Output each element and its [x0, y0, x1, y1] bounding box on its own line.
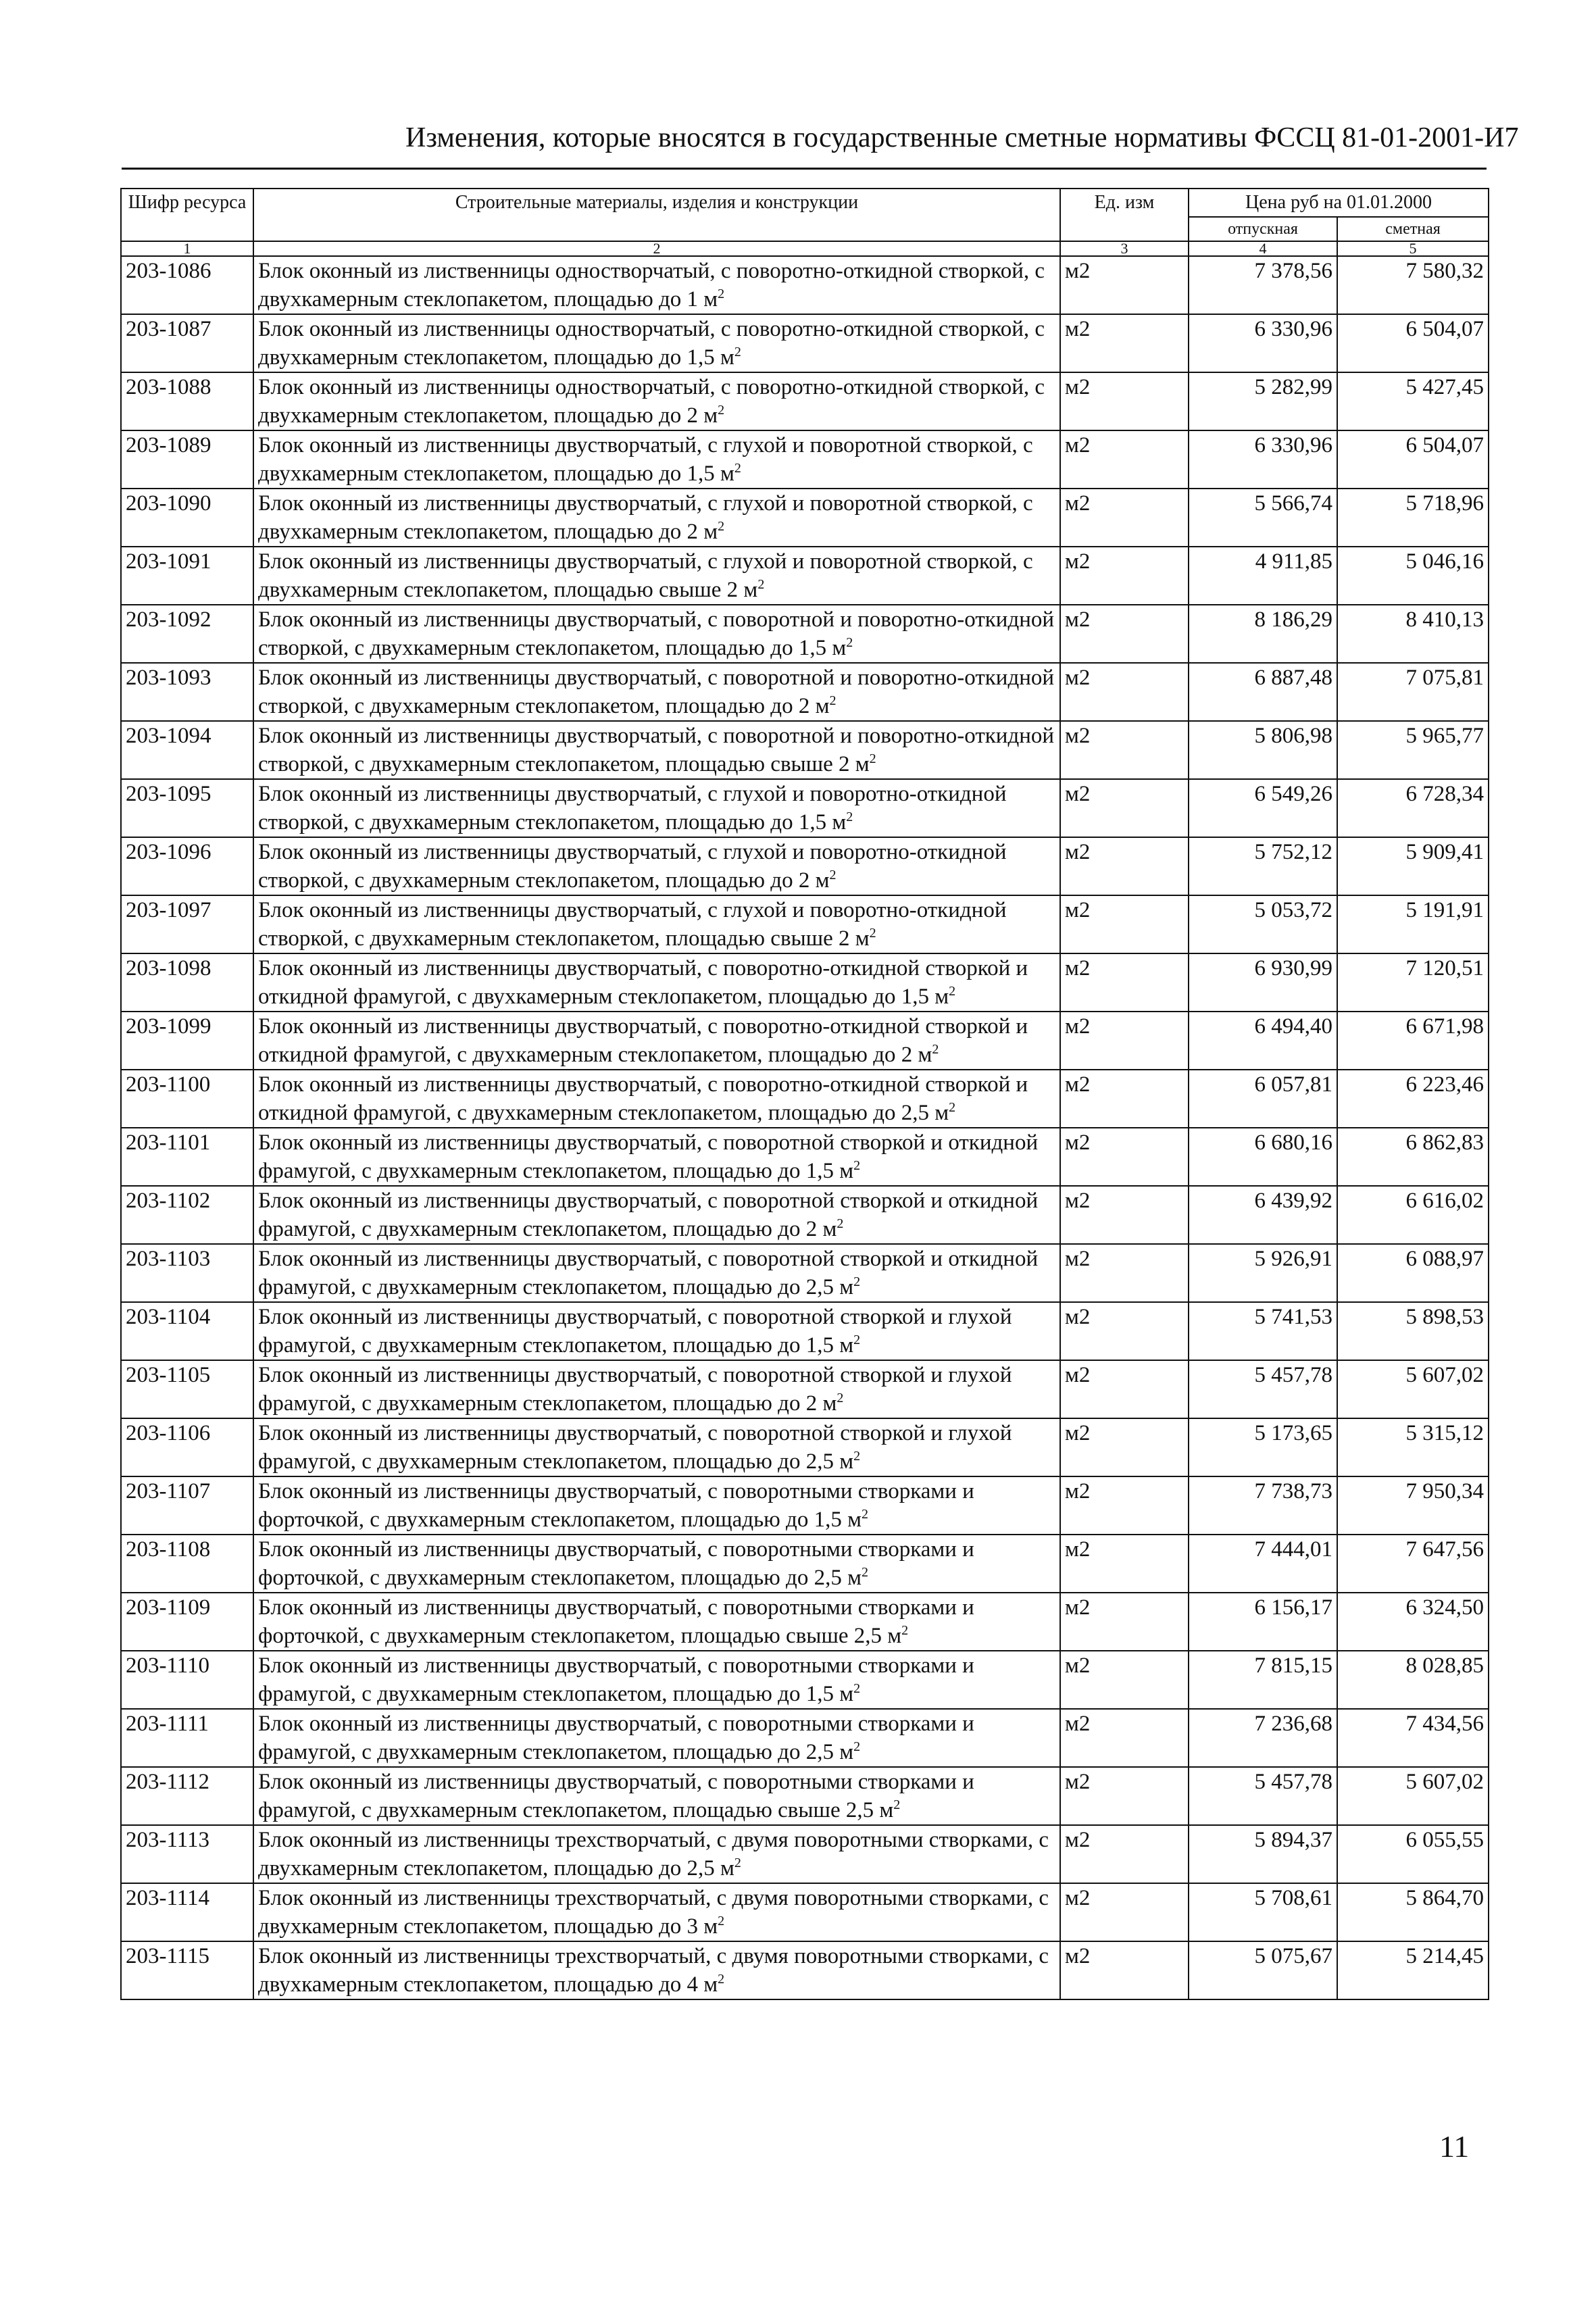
resource-code-cell: 203-1098 [121, 953, 253, 1012]
release-price-cell: 5 566,74 [1189, 489, 1337, 547]
column-number: 2 [253, 241, 1060, 256]
release-price-cell: 5 741,53 [1189, 1302, 1337, 1360]
estimate-price-cell: 7 580,32 [1337, 256, 1489, 314]
unit-cell: м2 [1060, 1302, 1189, 1360]
description-cell: Блок оконный из лиственницы двустворчатый, с поворотно-откидной створкой и откидной фрамугой, с двухкамерным стеклопакетом, площадью до 2,5 $м^2$ [253, 1070, 1060, 1128]
unit-cell: м2 [1060, 1418, 1189, 1476]
superscript-2: 2 [837, 1391, 844, 1405]
resource-code-cell: 203-1111 [121, 1709, 253, 1767]
superscript-2: 2 [932, 1042, 939, 1057]
estimate-price-cell: 5 607,02 [1337, 1360, 1489, 1418]
table-header [121, 189, 1489, 256]
estimate-price-cell: 7 950,34 [1337, 1476, 1489, 1535]
estimate-price-cell: 8 028,85 [1337, 1651, 1489, 1709]
superscript-2: 2 [853, 1274, 861, 1289]
estimate-price-cell: 6 504,07 [1337, 430, 1489, 489]
resource-code-cell: 203-1089 [121, 430, 253, 489]
release-price-cell: 7 378,56 [1189, 256, 1337, 314]
resource-code-cell: 203-1092 [121, 605, 253, 663]
table-row [121, 547, 1489, 605]
description-cell: Блок оконный из лиственницы одностворчатый, с поворотно-откидной створкой, с двухкамерным стеклопакетом, площадью до 2 $м^2$ [253, 372, 1060, 430]
release-price-cell: 7 815,15 [1189, 1651, 1337, 1709]
superscript-2: 2 [718, 287, 725, 301]
resource-code-cell: 203-1095 [121, 779, 253, 837]
resource-code-cell: 203-1107 [121, 1476, 253, 1535]
estimate-price-cell: 6 862,83 [1337, 1128, 1489, 1186]
description-cell: Блок оконный из лиственницы двустворчатый, с поворотными створками и форточкой, с двухкамерным стеклопакетом, площадью до 2,5 $м^2$ [253, 1535, 1060, 1593]
table-row [121, 489, 1489, 547]
release-price-cell: 5 075,67 [1189, 1941, 1337, 1999]
superscript-2: 2 [861, 1507, 868, 1522]
unit-cell: м2 [1060, 372, 1189, 430]
resource-code-cell: 203-1094 [121, 721, 253, 779]
table-row [121, 1128, 1489, 1186]
release-price-cell: 5 282,99 [1189, 372, 1337, 430]
table-row [121, 837, 1489, 895]
table-row [121, 953, 1489, 1012]
unit-cell: м2 [1060, 1767, 1189, 1825]
release-price-cell: 7 738,73 [1189, 1476, 1337, 1535]
header-release: отпускная [1189, 217, 1337, 241]
release-price-cell: 6 887,48 [1189, 663, 1337, 721]
estimate-price-cell: 6 671,98 [1337, 1012, 1489, 1070]
estimate-price-cell: 6 324,50 [1337, 1593, 1489, 1651]
header-code: Шифр ресурса [121, 189, 253, 241]
unit-cell: м2 [1060, 1360, 1189, 1418]
estimate-price-cell: 5 864,70 [1337, 1883, 1489, 1941]
table-row [121, 256, 1489, 314]
description-cell: Блок оконный из лиственницы двустворчатый, с поворотно-откидной створкой и откидной фрамугой, с двухкамерным стеклопакетом, площадью до 2 $м^2$ [253, 1012, 1060, 1070]
description-cell: Блок оконный из лиственницы двустворчатый, с поворотной и поворотно-откидной створкой, с двухкамерным стеклопакетом, площадью свыше 2 $м^2$ [253, 721, 1060, 779]
release-price-cell: 6 057,81 [1189, 1070, 1337, 1128]
release-price-cell: 6 156,17 [1189, 1593, 1337, 1651]
resource-table [120, 188, 1489, 2000]
table-row [121, 430, 1489, 489]
resource-code-cell: 203-1114 [121, 1883, 253, 1941]
table-row [121, 663, 1489, 721]
header-estimate: сметная [1337, 217, 1489, 241]
description-cell: Блок оконный из лиственницы двустворчатый, с поворотной и поворотно-откидной створкой, с двухкамерным стеклопакетом, площадью до 1,5 $м^2$ [253, 605, 1060, 663]
table-row [121, 1709, 1489, 1767]
superscript-2: 2 [853, 1158, 861, 1173]
description-cell: Блок оконный из лиственницы двустворчатый, с поворотными створками и форточкой, с двухкамерным стеклопакетом, площадью свыше 2,5 $м^2$ [253, 1593, 1060, 1651]
release-price-cell: 5 926,91 [1189, 1244, 1337, 1302]
estimate-price-cell: 5 909,41 [1337, 837, 1489, 895]
description-cell: Блок оконный из лиственницы двустворчатый, с глухой и поворотно-откидной створкой, с двухкамерным стеклопакетом, площадью свыше 2 $м^2$ [253, 895, 1060, 953]
header-name: Строительные материалы, изделия и конструкции [253, 189, 1060, 241]
resource-code-cell: 203-1088 [121, 372, 253, 430]
document-header: Изменения, которые вносятся в государственные сметные нормативы ФССЦ 81-01-2001-И7 [405, 122, 1519, 153]
unit-cell: м2 [1060, 256, 1189, 314]
release-price-cell: 5 173,65 [1189, 1418, 1337, 1476]
table-row [121, 314, 1489, 372]
superscript-2: 2 [853, 1449, 861, 1464]
release-price-cell: 5 806,98 [1189, 721, 1337, 779]
estimate-price-cell: 6 223,46 [1337, 1070, 1489, 1128]
table-row [121, 1476, 1489, 1535]
unit-cell: м2 [1060, 1012, 1189, 1070]
resource-code-cell: 203-1109 [121, 1593, 253, 1651]
description-cell: Блок оконный из лиственницы двустворчатый, с глухой и поворотно-откидной створкой, с двухкамерным стеклопакетом, площадью до 1,5 $м^2$ [253, 779, 1060, 837]
table-row [121, 1535, 1489, 1593]
estimate-price-cell: 7 647,56 [1337, 1535, 1489, 1593]
table-row [121, 1651, 1489, 1709]
table-row [121, 1012, 1489, 1070]
resource-code-cell: 203-1106 [121, 1418, 253, 1476]
description-cell: Блок оконный из лиственницы двустворчатый, с поворотными створками и форточкой, с двухкамерным стеклопакетом, площадью до 1,5 $м^2$ [253, 1476, 1060, 1535]
unit-cell: м2 [1060, 605, 1189, 663]
header-unit: Ед. изм [1060, 189, 1189, 241]
description-cell: Блок оконный из лиственницы двустворчатый, с поворотной створкой и глухой фрамугой, с двухкамерным стеклопакетом, площадью до 2,5 $м^2$ [253, 1418, 1060, 1476]
description-cell: Блок оконный из лиственницы двустворчатый, с поворотной створкой и откидной фрамугой, с двухкамерным стеклопакетом, площадью до 2 $м^2$ [253, 1186, 1060, 1244]
estimate-price-cell: 6 504,07 [1337, 314, 1489, 372]
estimate-price-cell: 6 616,02 [1337, 1186, 1489, 1244]
unit-cell: м2 [1060, 1244, 1189, 1302]
unit-cell: м2 [1060, 1476, 1189, 1535]
resource-code-cell: 203-1108 [121, 1535, 253, 1593]
estimate-price-cell: 5 315,12 [1337, 1418, 1489, 1476]
release-price-cell: 7 236,68 [1189, 1709, 1337, 1767]
estimate-price-cell: 5 427,45 [1337, 372, 1489, 430]
superscript-2: 2 [734, 1856, 741, 1870]
superscript-2: 2 [734, 461, 741, 476]
unit-cell: м2 [1060, 547, 1189, 605]
resource-code-cell: 203-1104 [121, 1302, 253, 1360]
table-row [121, 1070, 1489, 1128]
release-price-cell: 6 494,40 [1189, 1012, 1337, 1070]
column-number: 3 [1060, 241, 1189, 256]
description-cell: Блок оконный из лиственницы трехстворчатый, с двумя поворотными створками, с двухкамерным стеклопакетом, площадью до 4 $м^2$ [253, 1941, 1060, 1999]
table-row [121, 779, 1489, 837]
unit-cell: м2 [1060, 1883, 1189, 1941]
superscript-2: 2 [901, 1623, 909, 1638]
resource-code-cell: 203-1093 [121, 663, 253, 721]
unit-cell: м2 [1060, 1070, 1189, 1128]
resource-code-cell: 203-1096 [121, 837, 253, 895]
description-cell: Блок оконный из лиственницы двустворчатый, с поворотной створкой и глухой фрамугой, с двухкамерным стеклопакетом, площадью до 1,5 $м^2$ [253, 1302, 1060, 1360]
description-cell: Блок оконный из лиственницы двустворчатый, с поворотными створками и фрамугой, с двухкамерным стеклопакетом, площадью до 2,5 $м^2$ [253, 1709, 1060, 1767]
estimate-price-cell: 7 075,81 [1337, 663, 1489, 721]
column-number: 5 [1337, 241, 1489, 256]
resource-code-cell: 203-1113 [121, 1825, 253, 1883]
superscript-2: 2 [718, 1972, 725, 1987]
unit-cell: м2 [1060, 1825, 1189, 1883]
resource-code-cell: 203-1101 [121, 1128, 253, 1186]
header-rule [122, 168, 1487, 170]
column-number: 4 [1189, 241, 1337, 256]
estimate-price-cell: 7 120,51 [1337, 953, 1489, 1012]
table-row [121, 1418, 1489, 1476]
resource-code-cell: 203-1105 [121, 1360, 253, 1418]
description-cell: Блок оконный из лиственницы двустворчатый, с глухой и поворотной створкой, с двухкамерным стеклопакетом, площадью до 1,5 $м^2$ [253, 430, 1060, 489]
unit-cell: м2 [1060, 837, 1189, 895]
resource-code-cell: 203-1097 [121, 895, 253, 953]
resource-code-cell: 203-1110 [121, 1651, 253, 1709]
superscript-2: 2 [837, 1216, 844, 1231]
table-row [121, 1302, 1489, 1360]
unit-cell: м2 [1060, 1535, 1189, 1593]
description-cell: Блок оконный из лиственницы трехстворчатый, с двумя поворотными створками, с двухкамерным стеклопакетом, площадью до 3 $м^2$ [253, 1883, 1060, 1941]
superscript-2: 2 [861, 1565, 868, 1580]
table-body [121, 256, 1489, 1999]
estimate-price-cell: 5 898,53 [1337, 1302, 1489, 1360]
resource-code-cell: 203-1091 [121, 547, 253, 605]
unit-cell: м2 [1060, 1941, 1189, 1999]
table-row [121, 895, 1489, 953]
superscript-2: 2 [869, 751, 876, 766]
resource-code-cell: 203-1112 [121, 1767, 253, 1825]
resource-code-cell: 203-1090 [121, 489, 253, 547]
superscript-2: 2 [757, 577, 765, 592]
description-cell: Блок оконный из лиственницы двустворчатый, с поворотной створкой и откидной фрамугой, с двухкамерным стеклопакетом, площадью до 2,5 $м^2$ [253, 1244, 1060, 1302]
estimate-price-cell: 5 191,91 [1337, 895, 1489, 953]
estimate-price-cell: 7 434,56 [1337, 1709, 1489, 1767]
superscript-2: 2 [718, 403, 725, 418]
table-row [121, 1941, 1489, 1999]
estimate-price-cell: 6 088,97 [1337, 1244, 1489, 1302]
superscript-2: 2 [829, 693, 837, 708]
description-cell: Блок оконный из лиственницы трехстворчатый, с двумя поворотными створками, с двухкамерным стеклопакетом, площадью до 2,5 $м^2$ [253, 1825, 1060, 1883]
release-price-cell: 7 444,01 [1189, 1535, 1337, 1593]
page-number: 11 [1439, 2129, 1470, 2164]
table-row [121, 1186, 1489, 1244]
description-cell: Блок оконный из лиственницы двустворчатый, с глухой и поворотной створкой, с двухкамерным стеклопакетом, площадью до 2 $м^2$ [253, 489, 1060, 547]
unit-cell: м2 [1060, 663, 1189, 721]
resource-code-cell: 203-1087 [121, 314, 253, 372]
unit-cell: м2 [1060, 1128, 1189, 1186]
release-price-cell: 5 457,78 [1189, 1360, 1337, 1418]
release-price-cell: 4 911,85 [1189, 547, 1337, 605]
estimate-price-cell: 8 410,13 [1337, 605, 1489, 663]
superscript-2: 2 [734, 345, 741, 359]
superscript-2: 2 [893, 1797, 901, 1812]
unit-cell: м2 [1060, 430, 1189, 489]
description-cell: Блок оконный из лиственницы двустворчатый, с поворотной створкой и глухой фрамугой, с двухкамерным стеклопакетом, площадью до 2 $м^2$ [253, 1360, 1060, 1418]
description-cell: Блок оконный из лиственницы двустворчатый, с поворотными створками и фрамугой, с двухкамерным стеклопакетом, площадью свыше 2,5 $м^2$ [253, 1767, 1060, 1825]
description-cell: Блок оконный из лиственницы двустворчатый, с глухой и поворотной створкой, с двухкамерным стеклопакетом, площадью свыше 2 $м^2$ [253, 547, 1060, 605]
unit-cell: м2 [1060, 314, 1189, 372]
description-cell: Блок оконный из лиственницы одностворчатый, с поворотно-откидной створкой, с двухкамерным стеклопакетом, площадью до 1,5 $м^2$ [253, 314, 1060, 372]
superscript-2: 2 [949, 1100, 956, 1115]
estimate-price-cell: 5 214,45 [1337, 1941, 1489, 1999]
estimate-price-cell: 6 055,55 [1337, 1825, 1489, 1883]
table-row [121, 1767, 1489, 1825]
resource-code-cell: 203-1102 [121, 1186, 253, 1244]
superscript-2: 2 [846, 635, 853, 650]
table-row [121, 1593, 1489, 1651]
superscript-2: 2 [869, 926, 876, 941]
description-cell: Блок оконный из лиственницы двустворчатый, с поворотно-откидной створкой и откидной фрамугой, с двухкамерным стеклопакетом, площадью до 1,5 $м^2$ [253, 953, 1060, 1012]
release-price-cell: 6 330,96 [1189, 430, 1337, 489]
superscript-2: 2 [718, 1914, 725, 1928]
description-cell: Блок оконный из лиственницы двустворчатый, с поворотными створками и фрамугой, с двухкамерным стеклопакетом, площадью до 1,5 $м^2$ [253, 1651, 1060, 1709]
superscript-2: 2 [829, 868, 837, 882]
column-number-row [121, 241, 1489, 256]
estimate-price-cell: 5 607,02 [1337, 1767, 1489, 1825]
description-cell: Блок оконный из лиственницы двустворчатый, с поворотной створкой и откидной фрамугой, с двухкамерным стеклопакетом, площадью до 1,5 $м^2$ [253, 1128, 1060, 1186]
unit-cell: м2 [1060, 953, 1189, 1012]
release-price-cell: 6 680,16 [1189, 1128, 1337, 1186]
table-row [121, 1825, 1489, 1883]
table-row [121, 372, 1489, 430]
superscript-2: 2 [949, 984, 956, 999]
superscript-2: 2 [853, 1681, 861, 1696]
column-number: 1 [121, 241, 253, 256]
estimate-price-cell: 5 965,77 [1337, 721, 1489, 779]
unit-cell: м2 [1060, 721, 1189, 779]
description-cell: Блок оконный из лиственницы двустворчатый, с поворотной и поворотно-откидной створкой, с двухкамерным стеклопакетом, площадью до 2 $м^2$ [253, 663, 1060, 721]
resource-code-cell: 203-1086 [121, 256, 253, 314]
release-price-cell: 5 752,12 [1189, 837, 1337, 895]
description-cell: Блок оконный из лиственницы одностворчатый, с поворотно-откидной створкой, с двухкамерным стеклопакетом, площадью до 1 $м^2$ [253, 256, 1060, 314]
release-price-cell: 6 330,96 [1189, 314, 1337, 372]
superscript-2: 2 [846, 810, 853, 824]
estimate-price-cell: 6 728,34 [1337, 779, 1489, 837]
release-price-cell: 8 186,29 [1189, 605, 1337, 663]
unit-cell: м2 [1060, 1709, 1189, 1767]
resource-code-cell: 203-1099 [121, 1012, 253, 1070]
superscript-2: 2 [853, 1333, 861, 1347]
table-row [121, 721, 1489, 779]
description-cell: Блок оконный из лиственницы двустворчатый, с глухой и поворотно-откидной створкой, с двухкамерным стеклопакетом, площадью до 2 $м^2$ [253, 837, 1060, 895]
table-row [121, 1244, 1489, 1302]
release-price-cell: 6 439,92 [1189, 1186, 1337, 1244]
unit-cell: м2 [1060, 489, 1189, 547]
table-row [121, 1360, 1489, 1418]
header-price: Цена руб на 01.01.2000 [1189, 189, 1489, 217]
estimate-price-cell: 5 718,96 [1337, 489, 1489, 547]
release-price-cell: 5 457,78 [1189, 1767, 1337, 1825]
table-row [121, 1883, 1489, 1941]
unit-cell: м2 [1060, 1593, 1189, 1651]
release-price-cell: 6 930,99 [1189, 953, 1337, 1012]
superscript-2: 2 [718, 519, 725, 534]
unit-cell: м2 [1060, 1651, 1189, 1709]
release-price-cell: 5 894,37 [1189, 1825, 1337, 1883]
release-price-cell: 5 053,72 [1189, 895, 1337, 953]
resource-code-cell: 203-1103 [121, 1244, 253, 1302]
unit-cell: м2 [1060, 1186, 1189, 1244]
release-price-cell: 6 549,26 [1189, 779, 1337, 837]
resource-code-cell: 203-1115 [121, 1941, 253, 1999]
unit-cell: м2 [1060, 895, 1189, 953]
release-price-cell: 5 708,61 [1189, 1883, 1337, 1941]
table-row [121, 605, 1489, 663]
resource-code-cell: 203-1100 [121, 1070, 253, 1128]
estimate-price-cell: 5 046,16 [1337, 547, 1489, 605]
superscript-2: 2 [853, 1739, 861, 1754]
unit-cell: м2 [1060, 779, 1189, 837]
